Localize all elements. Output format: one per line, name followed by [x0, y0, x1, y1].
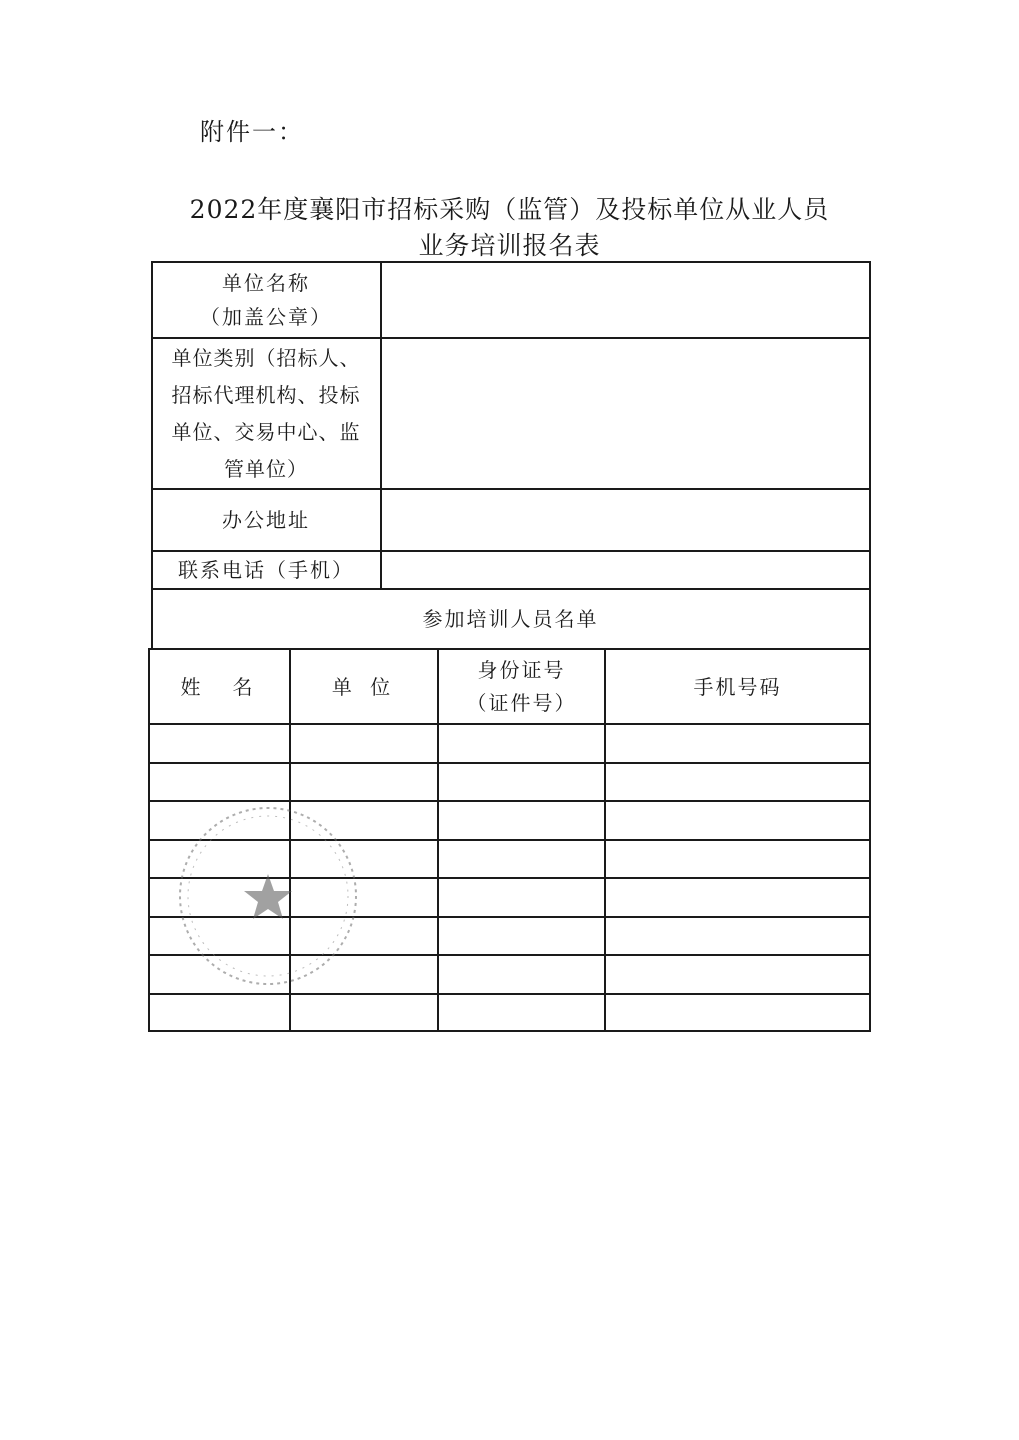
unit-name-label-line-1: 单位名称 — [222, 271, 310, 295]
annex-label: 附件一： — [200, 118, 304, 146]
unit-type-label-line-4: 管单位） — [224, 456, 308, 481]
header-mobile: 手机号码 — [693, 674, 782, 699]
table-border-bottom — [148, 1030, 871, 1032]
participant-row-2-unit-cell[interactable] — [291, 764, 437, 800]
participants-section-title: 参加培训人员名单 — [422, 607, 599, 631]
unit-name-label-line-2: （加盖公章） — [200, 305, 332, 329]
participant-row-3-mobile-cell[interactable] — [606, 802, 869, 839]
unit-type-label-line-1: 单位类别（招标人、 — [171, 345, 361, 370]
address-label: 办公地址 — [222, 508, 310, 532]
form-title-line-1: 2022年度襄阳市招标采购（监管）及投标单位从业人员 — [189, 195, 830, 224]
unit-type-label-line-2: 招标代理机构、投标 — [171, 382, 361, 407]
participant-row-4-mobile-cell[interactable] — [606, 841, 869, 877]
participant-row-1-name-cell[interactable] — [150, 725, 289, 762]
participant-row-5-mobile-cell[interactable] — [606, 879, 869, 916]
participant-row-6-mobile-cell[interactable] — [606, 918, 869, 954]
unit-type-label — [152, 339, 380, 488]
participant-row-2-id-cell[interactable] — [439, 764, 604, 800]
header-id-line-2: （证件号） — [466, 690, 577, 715]
official-seal-icon — [168, 796, 368, 996]
participant-row-2-mobile-cell[interactable] — [606, 764, 869, 800]
participant-row-7-mobile-cell[interactable] — [606, 956, 869, 993]
participant-row-3-id-cell[interactable] — [439, 802, 604, 839]
phone-label: 联系电话（手机） — [178, 558, 354, 582]
participant-row-8-unit-cell[interactable] — [291, 995, 437, 1030]
participant-row-4-id-cell[interactable] — [439, 841, 604, 877]
address-field[interactable] — [382, 490, 869, 550]
unit-name-field[interactable] — [382, 263, 869, 337]
participant-row-6-id-cell[interactable] — [439, 918, 604, 954]
participant-row-5-id-cell[interactable] — [439, 879, 604, 916]
unit-type-field[interactable] — [382, 339, 869, 488]
unit-type-label-line-3: 单位、交易中心、监 — [171, 419, 361, 444]
participant-row-8-mobile-cell[interactable] — [606, 995, 869, 1030]
participant-row-7-id-cell[interactable] — [439, 956, 604, 993]
participant-row-2-name-cell[interactable] — [150, 764, 289, 800]
participant-row-1-id-cell[interactable] — [439, 725, 604, 762]
header-name: 姓 名 — [180, 674, 259, 699]
phone-field[interactable] — [382, 552, 869, 588]
unit-name-label — [152, 263, 380, 337]
participant-row-8-name-cell[interactable] — [150, 995, 289, 1030]
participant-row-1-mobile-cell[interactable] — [606, 725, 869, 762]
header-id-line-1: 身份证号 — [477, 657, 566, 682]
participant-row-1-unit-cell[interactable] — [291, 725, 437, 762]
form-title-line-2: 业务培训报名表 — [418, 231, 601, 260]
header-unit: 单 位 — [331, 674, 397, 699]
participant-row-8-id-cell[interactable] — [439, 995, 604, 1030]
header-id-number — [439, 650, 604, 723]
